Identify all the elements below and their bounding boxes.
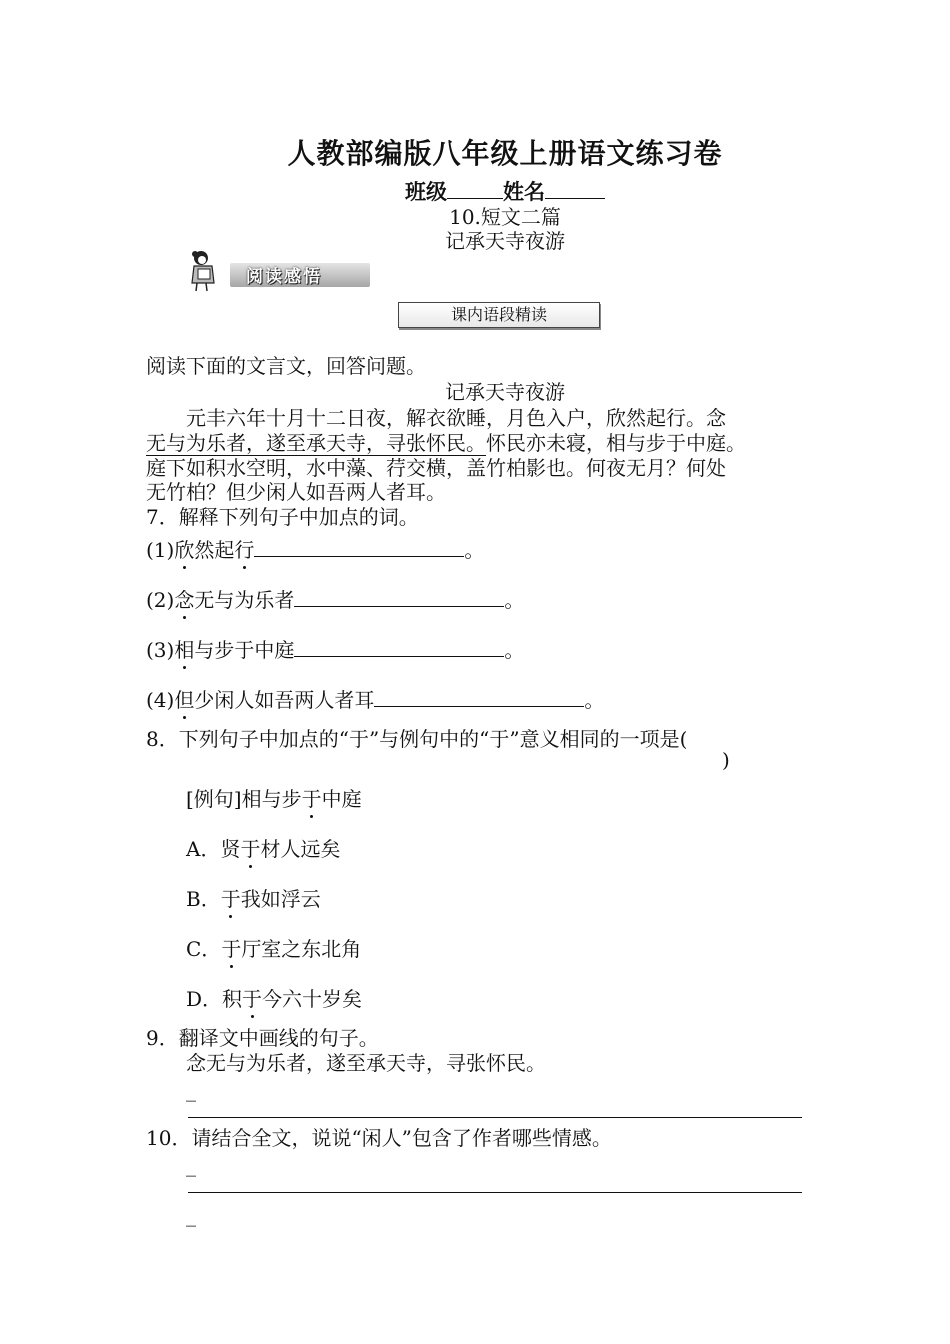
lesson-title: 记承天寺夜游 [445, 229, 565, 253]
q7-1-dotted-word: 欣 [174, 534, 194, 563]
q7-stem: 7．解释下列句子中加点的词。 [146, 505, 419, 529]
q7-3-number: (3) [146, 638, 175, 662]
q7-item-3 [146, 634, 524, 663]
girl-reading-icon [186, 249, 226, 293]
q8-stem: 8．下列句子中加点的“于”与例句中的“于”意义相同的一项是( [146, 727, 688, 751]
q9-answer-line[interactable] [188, 1117, 802, 1118]
q8-a-text-end: 材人远矣 [260, 837, 341, 861]
q7-4-number: (4) [146, 688, 175, 712]
passage-line-1: 元丰六年十月十二日夜，解衣欲睡，月色入户，欣然起行。念 [186, 406, 726, 430]
q8-c-text: C． [186, 937, 222, 961]
q8-option-c[interactable] [186, 933, 361, 962]
q8-option-d[interactable] [186, 983, 362, 1012]
q7-2-period: 。 [504, 588, 525, 612]
q8-b-dotted: 于 [221, 883, 241, 912]
q7-1-answer-blank[interactable] [254, 538, 464, 557]
q8-d-text: D．积 [186, 987, 243, 1011]
passage-line-3: 庭下如积水空明，水中藻、荇交横，盖竹柏影也。何夜无月？何处 [146, 456, 726, 480]
q7-3-answer-blank[interactable] [294, 638, 504, 657]
class-label: 班级 [405, 179, 447, 204]
q7-item-1 [146, 534, 484, 563]
q7-1-period: 。 [464, 538, 485, 562]
q7-4-text: 少闲人如吾两人者耳 [194, 688, 375, 712]
q8-a-text: A．贤 [186, 837, 241, 861]
q7-3-text: 与步于中庭 [194, 638, 295, 662]
q8-c-dotted: 于 [221, 933, 241, 962]
q8-d-text-end: 今六十岁矣 [262, 987, 363, 1011]
q10-answer-line[interactable] [188, 1192, 802, 1193]
name-blank[interactable] [545, 180, 605, 199]
passage-instruction: 阅读下面的文言文，回答问题。 [146, 354, 426, 378]
name-label: 姓名 [503, 179, 545, 204]
q7-4-period: 。 [584, 688, 605, 712]
q8-option-a[interactable] [186, 833, 340, 862]
q9-sentence: 念无与为乐者，遂至承天寺，寻张怀民。 [186, 1051, 546, 1075]
q8-example-text-end: 中庭 [321, 787, 362, 811]
q7-1-number: (1) [146, 538, 175, 562]
page-title: 人教部编版八年级上册语文练习卷 [287, 137, 723, 170]
q10-answer-mark-2: _ [186, 1203, 196, 1227]
q10-answer-mark-1: _ [186, 1153, 196, 1177]
reading-banner [186, 249, 376, 293]
q7-item-4 [146, 684, 604, 713]
q8-c-text-end: 厅室之东北角 [241, 937, 362, 961]
q7-2-answer-blank[interactable] [294, 588, 504, 607]
q8-example-text: [例句]相与步 [186, 787, 302, 811]
q8-example [186, 783, 362, 812]
lesson-number: 10.短文二篇 [449, 205, 561, 229]
q10-stem: 10．请结合全文，说说“闲人”包含了作者哪些情感。 [146, 1126, 612, 1150]
class-blank[interactable] [447, 180, 503, 199]
q9-answer-mark: _ [186, 1078, 196, 1102]
q8-option-b[interactable] [186, 883, 321, 912]
passage-line-4: 无竹柏？但少闲人如吾两人者耳。 [146, 480, 446, 504]
banner-label: 阅读感悟 [246, 267, 322, 287]
q7-1-text: 然起 [194, 538, 235, 562]
q7-3-dotted-word: 相 [174, 634, 194, 663]
q8-answer-box[interactable] [680, 746, 718, 770]
q7-3-period: 。 [504, 638, 525, 662]
underlined-sentence: 无与为乐者，遂至承天寺，寻张怀民。 [146, 431, 486, 455]
q9-stem: 9．翻译文中画线的句子。 [146, 1026, 379, 1050]
q7-2-dotted-word: 念 [174, 584, 194, 613]
q8-d-dotted: 于 [242, 983, 262, 1012]
q7-4-answer-blank[interactable] [374, 688, 584, 707]
passage-line-2-rest: 怀民亦未寝，相与步于中庭。 [486, 431, 746, 455]
q7-2-text: 无与为乐者 [194, 588, 295, 612]
q8-b-text: B． [186, 887, 221, 911]
q7-4-dotted-word: 但 [174, 684, 194, 713]
q8-b-text-end: 我如浮云 [240, 887, 321, 911]
passage-title: 记承天寺夜游 [445, 380, 565, 404]
q8-example-dotted: 于 [302, 783, 322, 812]
q8-a-dotted: 于 [240, 833, 260, 862]
q8-paren-close: ) [722, 748, 730, 772]
section-label: 课内语段精读 [398, 302, 600, 328]
q7-2-number: (2) [146, 588, 175, 612]
q7-1-dotted-word-2: 行 [234, 534, 254, 563]
q7-item-2 [146, 584, 524, 613]
